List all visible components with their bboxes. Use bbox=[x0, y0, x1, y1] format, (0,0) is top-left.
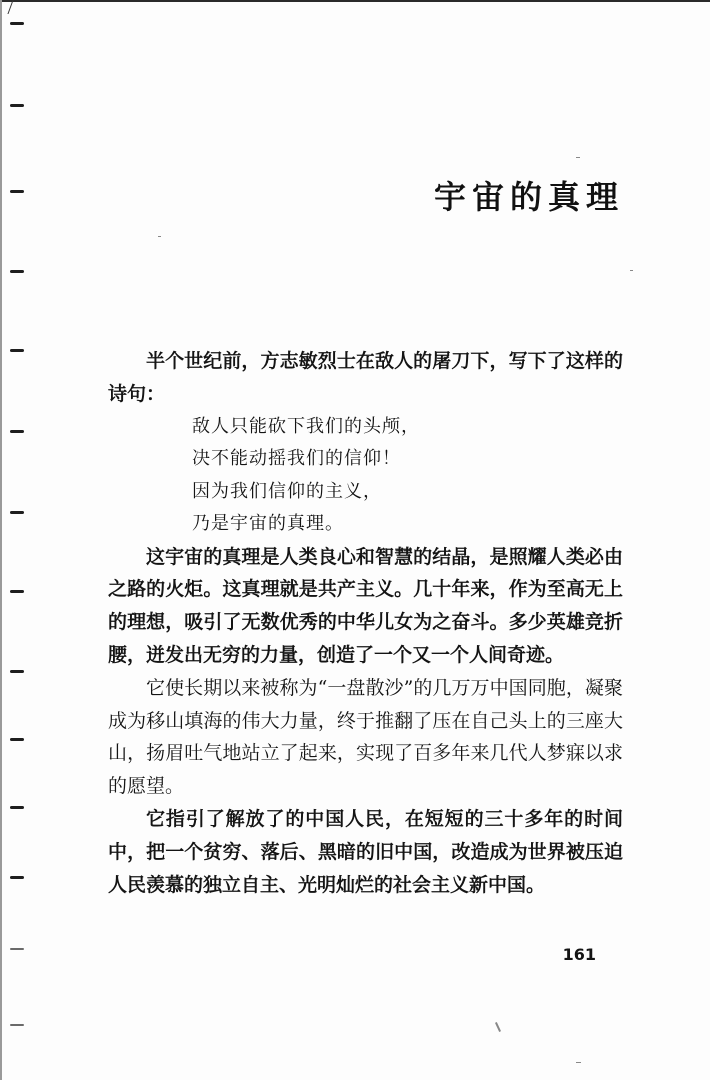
scan-speck bbox=[576, 157, 580, 158]
binding-mark bbox=[10, 190, 24, 193]
scan-speck bbox=[495, 1022, 501, 1032]
paragraph-new-china: 它指引了解放了的中国人民，在短短的三十多年的时间中，把一个贫穷、落后、黑暗的旧中国，改造成为世界被压迫人民羡慕的独立自主、光明灿烂的社会主义新中国。 bbox=[108, 807, 623, 896]
poem-line: 因为我们信仰的主义， bbox=[192, 480, 382, 502]
binding-mark bbox=[10, 590, 24, 593]
scan-speck bbox=[630, 270, 633, 271]
page-left-edge bbox=[0, 0, 2, 1080]
binding-mark bbox=[10, 876, 24, 879]
binding-mark bbox=[10, 22, 24, 25]
scan-speck bbox=[158, 236, 161, 237]
intro-paragraph: 半个世纪前，方志敏烈士在敌人的屠刀下，写下了这样的诗句： bbox=[108, 350, 623, 405]
binding-mark bbox=[10, 1024, 24, 1026]
page-number: 161 bbox=[562, 945, 596, 964]
page-corner-mark bbox=[0, 0, 14, 14]
paragraph-unity: 它使长期以来被称为“一盘散沙”的几万万中国同胞，凝聚成为移山填海的伟大力量，终于推翻了压在自己头上的三座大山，扬眉吐气地站立了起来，实现了百多年来几代人梦寐以求的愿望。 bbox=[108, 676, 623, 798]
binding-mark bbox=[10, 104, 24, 107]
poem-line: 敌人只能砍下我们的头颅， bbox=[192, 415, 420, 437]
binding-mark bbox=[10, 738, 24, 741]
poem-line: 乃是宇宙的真理。 bbox=[192, 513, 344, 535]
binding-mark bbox=[10, 270, 24, 273]
chapter-title: 宇宙的真理 bbox=[433, 178, 624, 216]
binding-mark bbox=[10, 670, 24, 673]
binding-mark bbox=[10, 948, 24, 950]
poem-quote bbox=[108, 411, 623, 541]
binding-mark bbox=[10, 430, 24, 433]
binding-mark bbox=[10, 511, 24, 514]
body-text bbox=[108, 345, 623, 901]
scan-speck bbox=[576, 1062, 581, 1063]
binding-mark bbox=[10, 806, 24, 809]
page-top-edge bbox=[0, 0, 710, 2]
paragraph-truth: 这宇宙的真理是人类良心和智慧的结晶，是照耀人类必由之路的火炬。这真理就是共产主义。几十年来，作为至高无上的理想，吸引了无数优秀的中华儿女为之奋斗。多少英雄竞折腰，迸发出无穷的力量，创造了一个又一个人间奇迹。 bbox=[108, 545, 623, 666]
poem-line: 决不能动摇我们的信仰！ bbox=[192, 448, 401, 470]
binding-mark bbox=[10, 349, 24, 352]
